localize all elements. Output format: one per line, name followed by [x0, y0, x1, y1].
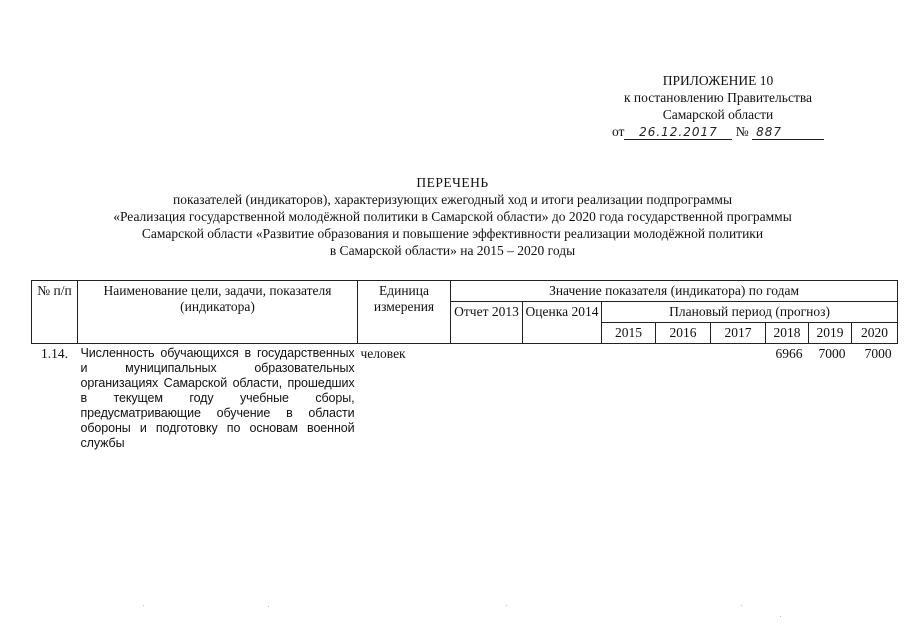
heading-line-1: показателей (индикаторов), характеризующих ежегодный ход и итоги реализации подпрограммы	[172, 192, 733, 207]
header-unit: Единица измерения	[358, 281, 451, 344]
header-year: 2018	[766, 323, 809, 344]
row-value-2016	[656, 344, 711, 454]
header-year: 2019	[809, 323, 852, 344]
document-title: ПЕРЕЧЕНЬ	[416, 175, 489, 190]
scan-speck	[741, 605, 742, 606]
row-value-2019: 7000	[818, 346, 846, 361]
header-year: 2015	[602, 323, 656, 344]
row-value-2018: 6966	[775, 346, 803, 361]
table-row	[32, 344, 898, 454]
header-estimate: Оценка 2014	[523, 302, 602, 344]
indicators-table	[31, 280, 898, 453]
heading-line-2: «Реализация государственной молодёжной политики в Самарской области» до 2020 года государственной программы	[113, 209, 792, 224]
header-report: Отчет 2013	[451, 302, 523, 344]
date-prefix: от	[611, 124, 625, 139]
header-name: Наименование цели, задачи, показателя (индикатора)	[78, 281, 358, 344]
row-number: 1.14.	[41, 346, 68, 361]
row-indicator-name: Численность обучающихся в государственных и муниципальных образовательных организациях Самарской области, прошедших в текущем году учебные сборы, предусматривающие обучение в области обороны и подготовку по основам военной службы	[80, 346, 355, 450]
row-report-2013	[451, 344, 523, 454]
row-estimate-2014	[523, 344, 602, 454]
header-values-group: Значение показателя (индикатора) по годам	[451, 281, 898, 302]
appendix-region: Самарской области	[662, 107, 774, 122]
appendix-resolution: к постановлению Правительства	[623, 90, 813, 105]
scan-speck	[506, 605, 507, 606]
table-header	[32, 281, 898, 344]
header-year: 2016	[656, 323, 711, 344]
row-value-2020: 7000	[864, 346, 892, 361]
document-heading	[30, 174, 875, 259]
row-value-2017	[711, 344, 766, 454]
row-unit: человек	[360, 346, 406, 361]
scan-speck	[780, 616, 781, 617]
appendix-date-line	[598, 123, 838, 140]
scan-speck	[268, 606, 269, 607]
appendix-title: ПРИЛОЖЕНИЕ 10	[662, 73, 774, 88]
scan-speck	[143, 605, 144, 606]
appendix-block	[598, 72, 838, 140]
header-number: № п/п	[32, 281, 78, 344]
header-year: 2017	[711, 323, 766, 344]
row-value-2015	[602, 344, 656, 454]
handwritten-number: 887	[752, 125, 824, 140]
heading-line-3: Самарской области «Развитие образования и повышение эффективности реализации молодёжной политики	[141, 226, 764, 241]
number-prefix: №	[735, 124, 749, 139]
header-plan-group: Плановый период (прогноз)	[602, 302, 898, 323]
handwritten-date: 26.12.2017	[624, 125, 732, 140]
header-year: 2020	[852, 323, 898, 344]
heading-line-4: в Самарской области» на 2015 – 2020 годы	[329, 243, 576, 258]
